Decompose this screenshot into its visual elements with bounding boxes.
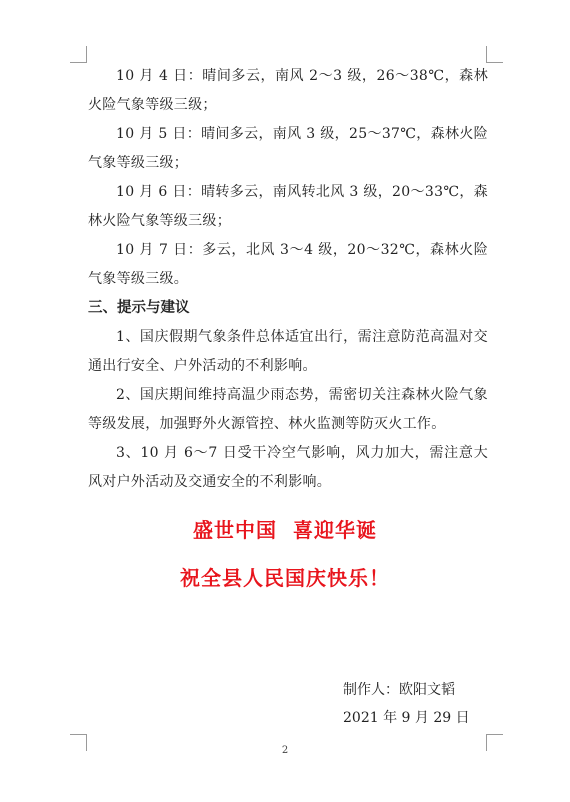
section-heading: 三、提示与建议 bbox=[88, 300, 190, 316]
tip-3: 3、10 月 6～7 日受干冷空气影响，风力加大，需注意大风对户外活动及交通安全的不利影响。 bbox=[88, 445, 488, 490]
author-signature: 制作人：欧阳文韬 bbox=[343, 682, 455, 698]
forecast-oct-6: 10 月 6 日：晴转多云，南风转北风 3 级，20～33℃，森林火险气象等级三级； bbox=[88, 184, 488, 229]
document-body bbox=[88, 62, 488, 497]
signature-date: 2021 年 9 月 29 日 bbox=[343, 710, 470, 726]
forecast-oct-5: 10 月 5 日：晴间多云，南风 3 级，25～37℃，森林火险气象等级三级； bbox=[88, 126, 488, 171]
crop-mark-top-right bbox=[486, 46, 503, 63]
greeting-banner-line-1: 盛世中国 喜迎华诞 bbox=[193, 518, 377, 542]
crop-mark-top-left bbox=[70, 46, 87, 63]
tip-2: 2、国庆期间维持高温少雨态势，需密切关注森林火险气象等级发展，加强野外火源管控、林火监测等防灭火工作。 bbox=[88, 387, 488, 432]
greeting-banner-line-2: 祝全县人民国庆快乐！ bbox=[180, 566, 390, 590]
forecast-oct-7: 10 月 7 日：多云，北风 3～4 级，20～32℃，森林火险气象等级三级。 bbox=[88, 242, 488, 287]
forecast-oct-4: 10 月 4 日：晴间多云，南风 2～3 级，26～38℃，森林火险气象等级三级； bbox=[88, 68, 488, 113]
tip-1: 1、国庆假期气象条件总体适宜出行，需注意防范高温对交通出行安全、户外活动的不利影响。 bbox=[88, 329, 488, 374]
page-number: 2 bbox=[281, 745, 289, 756]
